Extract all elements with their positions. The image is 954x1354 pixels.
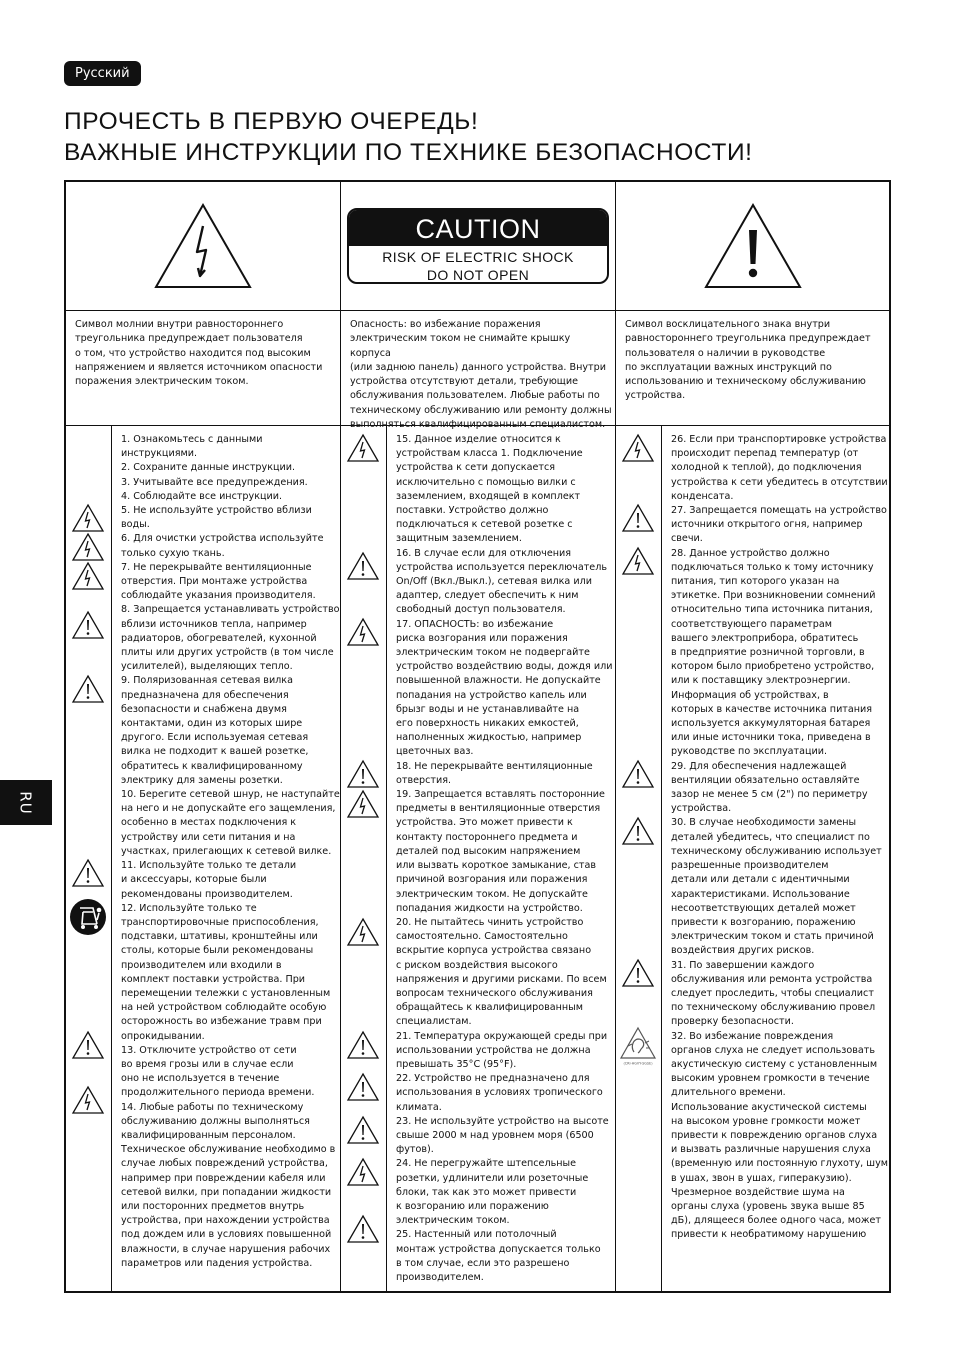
text-line: холодной к теплой), до подключения <box>671 462 862 474</box>
text-line: используется аккумуляторная батарея <box>671 718 871 730</box>
text-line: руководстве по эксплуатации. <box>671 746 828 758</box>
text-line: пользователя о наличии в руководстве <box>625 347 826 359</box>
text-line: футов). <box>396 1144 434 1156</box>
text-line: 20. Не пытайтесь чинить устройство <box>396 916 584 928</box>
text-line: происходит перепад температур (от <box>671 448 859 460</box>
text-line: устройства. Это может привести к <box>396 817 573 829</box>
text-line: на него и не допускайте его защемления, <box>121 803 336 815</box>
title-line-2: ВАЖНЫЕ ИНСТРУКЦИИ ПО ТЕХНИКЕ БЕЗОПАСНОСТИ! <box>64 139 753 166</box>
exclamation-warning-icon <box>621 958 655 988</box>
text-line: электрическим током. <box>396 1215 510 1227</box>
text-line: защитным заземлением. <box>396 533 522 545</box>
text-line: использовании устройства не должна <box>396 1044 591 1056</box>
text-line: 2. Сохраните данные инструкции. <box>121 462 296 474</box>
text-line: (или заднюю панель) данного устройства. Внутри <box>350 361 606 373</box>
text-line: специалистам. <box>396 1016 472 1028</box>
text-line: равностороннего треугольника предупреждает <box>625 333 871 345</box>
text-line: 24. Не перегружайте штепсельные <box>396 1158 576 1170</box>
lightning-warning-icon <box>621 433 655 463</box>
text-line: 29. Для обеспечения надлежащей <box>671 760 847 772</box>
text-line: соблюдайте указания производителя. <box>121 590 316 602</box>
text-line: цветочных ваз. <box>396 746 474 758</box>
text-line: монтаж устройства допускается только <box>396 1243 601 1255</box>
text-line: в ушах, звон в ушах, гиперакузию). <box>671 1172 852 1184</box>
text-line: устройства к сети убедитесь в отсутствии <box>671 476 888 488</box>
text-line: например при повреждении кабеля или <box>121 1172 326 1184</box>
text-line: предназначена для обеспечения <box>121 689 289 701</box>
text-line: другого. Если используемая сетевая <box>121 732 309 744</box>
text-line: подключаться к сетевой розетке с <box>396 519 573 531</box>
text-line: 1. Ознакомьтесь с данными <box>121 434 263 445</box>
text-line: которых в качестве источника питания <box>671 703 873 715</box>
text-line: устройства, при нахождении устройства <box>121 1215 330 1227</box>
text-line: климата. <box>396 1101 442 1113</box>
text-line: вскрытие корпуса устройства связано <box>396 945 592 957</box>
exclamation-warning-icon <box>621 816 655 846</box>
text-line: длительного времени. <box>671 1087 786 1099</box>
text-line: на высоком уровне громкости может <box>671 1115 861 1127</box>
exclamation-warning-icon <box>346 1115 380 1145</box>
text-line: 21. Температура окружающей среды при <box>396 1030 608 1042</box>
text-line: деталей под высоким напряжением <box>396 845 581 857</box>
text-line: устройства используется переключатель <box>396 561 607 573</box>
page-title <box>64 106 894 168</box>
text-line: обратитесь к квалифицированному <box>121 760 303 772</box>
text-line: 28. Данное устройство должно <box>671 547 830 559</box>
exclamation-warning-icon <box>71 1030 105 1060</box>
text-line: безопасности и снабжена двумя <box>121 703 287 715</box>
text-line: 25. Настенный или потолочный <box>396 1229 557 1241</box>
text-line: электрику для замены розетки. <box>121 774 283 786</box>
cart-tip-over-icon <box>69 898 107 936</box>
text-line: 13. Отключите устройство от сети <box>121 1044 297 1056</box>
text-line: свыше 2000 м над уровнем моря (6500 <box>396 1129 594 1141</box>
text-line: участках, прилегающих к сетевой вилке. <box>121 845 332 857</box>
text-line: Символ восклицательного знака внутри <box>625 319 831 330</box>
text-line: брызг воды и не устанавливайте на <box>396 703 580 715</box>
text-line: устройства. <box>671 803 732 815</box>
text-line: перемещении тележки с установленным <box>121 987 331 999</box>
column-3-text <box>671 433 889 1243</box>
text-line: устройству или сети питания и на <box>121 831 296 843</box>
text-line: привести к повреждению органов слуха <box>671 1129 878 1141</box>
exclamation-warning-icon <box>346 551 380 581</box>
text-line: On/Off (Вкл./Выкл.), сетевая вилка или <box>396 576 592 588</box>
text-line: 9. Поляризованная сетевая вилка <box>121 675 293 687</box>
text-line: 6. Для очистки устройства используйте <box>121 533 324 545</box>
text-line: вопросам технического обслуживания <box>396 987 593 999</box>
text-line: 22. Устройство не предназначено для <box>396 1073 590 1085</box>
text-line: электрическим током и стать причиной <box>671 931 874 943</box>
text-line: источники открытого огня, например <box>671 519 863 531</box>
text-line: и вызвать различные нарушения слуха <box>671 1144 871 1156</box>
text-line: 26. Если при транспортировке устройства <box>671 434 887 445</box>
text-line: вашего электроприбора, обратитесь <box>671 632 859 644</box>
text-line: 18. Не перекрывайте вентиляционные <box>396 760 593 772</box>
language-badge: Русский <box>64 61 141 86</box>
lightning-warning-icon <box>71 503 105 533</box>
text-line: Использование акустической системы <box>671 1101 867 1113</box>
text-line: опрокидывании. <box>121 1030 205 1042</box>
text-line: треугольника предупреждает пользователя <box>75 333 303 345</box>
column-1-icons <box>66 426 111 1293</box>
text-line: высоким уровнем громкости в течение <box>671 1073 870 1085</box>
text-line: риска возгорания или поражения <box>396 632 568 644</box>
lightning-symbol-cell <box>66 182 340 310</box>
text-line: питания, тип которого указан на <box>671 576 840 588</box>
text-line: обслуживанию должны выполняться <box>121 1115 310 1127</box>
text-line: воздействия других рисков. <box>671 945 815 957</box>
lightning-warning-icon <box>346 917 380 947</box>
text-line: 27. Запрещается помещать на устройство <box>671 505 887 517</box>
exclamation-symbol-cell <box>616 182 889 310</box>
text-line: 5. Не используйте устройство вблизи <box>121 505 312 517</box>
text-line: контактами, один из которых шире <box>121 718 303 730</box>
text-line: или посторонних предметов внутрь <box>121 1200 305 1212</box>
text-line: случае любых повреждений устройства, <box>121 1158 328 1170</box>
text-line: несоответствующих деталей может <box>671 902 856 914</box>
text-line: или вызвать короткое замыкание, став <box>396 860 597 872</box>
exclamation-warning-icon <box>346 1030 380 1060</box>
exclamation-warning-icon <box>71 610 105 640</box>
text-line: сетевой вилки, при попадании жидкости <box>121 1186 332 1198</box>
text-line: 12. Используйте только те <box>121 902 257 914</box>
text-line: усилителей), выделяющих тепло. <box>121 661 293 673</box>
hearing-warning-icon <box>619 1026 657 1066</box>
text-line: напряжения и другими рисками. По всем <box>396 973 607 985</box>
text-line: обслуживания или ремонта устройства <box>671 973 873 985</box>
text-line: электрическим током не снимайте крышку корпуса <box>350 333 571 359</box>
text-line: использованию и техническому обслуживанию <box>625 376 866 388</box>
text-line: его поверхность никаких емкостей, <box>396 718 579 730</box>
text-line: Символ молнии внутри равностороннего <box>75 319 284 330</box>
caution-label <box>347 208 609 284</box>
text-line: или иные источники тока, приведена в <box>671 732 871 744</box>
text-line: под дождем или в условиях повышенной <box>121 1229 332 1241</box>
lightning-description <box>75 318 337 389</box>
text-line: свечи. <box>671 533 703 545</box>
text-line: осторожность во избежание травм при <box>121 1016 322 1028</box>
text-line: блоки, так как это может привести <box>396 1186 577 1198</box>
text-line: отверстия. <box>396 774 452 786</box>
exclamation-warning-icon <box>621 503 655 533</box>
title-line-1: ПРОЧЕСТЬ В ПЕРВУЮ ОЧЕРЕДЬ! <box>64 108 479 135</box>
text-line: этикетке. При возникновении сомнений <box>671 590 876 602</box>
text-line: устройства к сети допускается <box>396 462 556 474</box>
text-line: продолжительного периода времени. <box>121 1087 315 1099</box>
text-line: в том случае, если это разрешено <box>396 1257 570 1269</box>
text-line: предметы в вентиляционные отверстия <box>396 803 601 815</box>
text-line: рекомендованы производителем. <box>121 888 293 900</box>
column-2-icons <box>341 426 386 1293</box>
text-line: обслуживания пользователем. Любые работы по <box>350 390 600 402</box>
text-line: поставки. Устройство должно <box>396 505 549 517</box>
text-line: транспортировочные приспособления, <box>121 916 319 928</box>
text-line: следует проследить, чтобы специалист <box>671 987 874 999</box>
text-line: с риском воздействия высокого <box>396 959 558 971</box>
text-line: и аксессуары, которые были <box>121 874 267 886</box>
exclamation-warning-icon <box>703 202 803 290</box>
text-line: превышать 35°C (95°F). <box>396 1058 517 1070</box>
text-line: (временную или постоянную глухоту, шум <box>671 1158 888 1170</box>
hearing-icon-caption: (CRI-HGVY-SGSE) <box>623 1061 653 1066</box>
text-line: органы слуха (уровень звука выше 85 <box>671 1200 865 1212</box>
text-line: вилка не подходит к вашей розетке, <box>121 746 309 758</box>
lightning-warning-icon <box>153 202 253 290</box>
lightning-warning-icon <box>71 561 105 591</box>
text-line: адаптер, следует обеспечить к ним <box>396 590 579 602</box>
text-line: 11. Используйте только те детали <box>121 860 297 872</box>
text-line: наполненных жидкостью, например <box>396 732 582 744</box>
column-1-text <box>121 433 339 1271</box>
text-line: электрическим током. Не допускайте <box>396 888 588 900</box>
text-line: или к поставщику электроэнергии. <box>671 675 851 687</box>
text-line: привести к необратимому нарушению <box>671 1229 867 1241</box>
text-line: 7. Не перекрывайте вентиляционные <box>121 561 312 573</box>
text-line: электрическим током не подвергайте <box>396 647 590 659</box>
lightning-warning-icon <box>346 617 380 647</box>
text-line: особенно в местах подключения к <box>121 817 297 829</box>
text-line: относительно типа источника питания, <box>671 604 873 616</box>
text-line: во время грозы или в случае если <box>121 1058 294 1070</box>
text-line: комплект поставки устройства. При <box>121 973 306 985</box>
exclamation-description <box>625 318 887 404</box>
text-line: вблизи источников тепла, например <box>121 618 307 630</box>
text-line: 23. Не используйте устройство на высоте <box>396 1115 609 1127</box>
text-line: о том, что устройство находится под высоким <box>75 347 311 359</box>
text-line: контакту постороннего предмета и <box>396 831 578 843</box>
lightning-warning-icon <box>71 1085 105 1115</box>
text-line: розетки, удлинители или розеточные <box>396 1172 589 1184</box>
language-side-tab: RU <box>0 780 52 825</box>
text-line: зазор не менее 5 см (2") по периметру <box>671 789 868 801</box>
text-line: 3. Учитывайте все предупреждения. <box>121 476 308 488</box>
text-line: производителем. <box>396 1271 484 1283</box>
text-line: по техническому обслуживанию провел <box>671 1002 876 1014</box>
exclamation-warning-icon <box>346 1072 380 1102</box>
text-line: котором было приобретено устройство, <box>671 661 875 673</box>
lightning-warning-icon <box>346 789 380 819</box>
text-line: устройства отсутствуют детали, требующие <box>350 376 578 388</box>
text-line: попадания жидкости на устройство. <box>396 902 583 914</box>
caution-label-cell <box>341 182 615 310</box>
text-line: обращайтесь к квалифицированным <box>396 1002 583 1014</box>
text-line: Чрезмерное воздействие шума на <box>671 1186 845 1198</box>
text-line: устройствам класса 1. Подключение <box>396 448 583 460</box>
text-line: в предприятие розничной торговли, в <box>671 647 865 659</box>
exclamation-warning-icon <box>621 759 655 789</box>
text-line: влажности, в случае нарушения рабочих <box>121 1243 331 1255</box>
text-line: 30. В случае необходимости замены <box>671 817 857 829</box>
text-line: воды. <box>121 519 150 531</box>
text-line: по эксплуатации важных инструкций по <box>625 361 832 373</box>
lightning-warning-icon <box>346 1157 380 1187</box>
text-line: на ней устройством соблюдайте особую <box>121 1002 327 1014</box>
text-line: 19. Запрещается вставлять посторонние <box>396 789 605 801</box>
text-line: инструкциями. <box>121 448 197 460</box>
text-line: устройство воздействию воды, дождя или <box>396 661 613 673</box>
text-line: органов слуха не следует использовать <box>671 1044 875 1056</box>
safety-table <box>64 180 891 1293</box>
text-line: только сухую ткань. <box>121 547 225 559</box>
text-line: напряжением и является источником опасности <box>75 361 323 373</box>
exclamation-warning-icon <box>346 1214 380 1244</box>
caution-line-2: DO NOT OPEN <box>426 267 530 283</box>
text-line: привести к возгоранию, поражению <box>671 916 856 928</box>
text-line: техническому обслуживанию или ремонту должны <box>350 404 612 416</box>
text-line: повышенной влажности. Не допускайте <box>396 675 601 687</box>
text-line: 4. Соблюдайте все инструкции. <box>121 490 283 502</box>
text-line: отверстия. При монтаже устройства <box>121 576 308 588</box>
column-2-text <box>396 433 614 1285</box>
text-line: исключительно с помощью вилки с <box>396 476 576 488</box>
text-line: 15. Данное изделие относится к <box>396 434 561 445</box>
text-line: причиной возгорания или поражения <box>396 874 588 886</box>
text-line: к возгоранию или поражению <box>396 1200 549 1212</box>
lightning-warning-icon <box>621 546 655 576</box>
text-line: параметров или падения устройства. <box>121 1257 313 1269</box>
exclamation-warning-icon <box>346 759 380 789</box>
lightning-warning-icon <box>346 433 380 463</box>
caution-description <box>350 318 612 432</box>
text-line: Опасность: во избежание поражения <box>350 319 541 330</box>
text-line: радиаторов, обогревателей, кухонной <box>121 632 317 644</box>
text-line: квалифицированным персоналом. <box>121 1129 296 1141</box>
text-line: 14. Любые работы по техническому <box>121 1101 304 1113</box>
text-line: плиты или других устройств (в том числе <box>121 647 334 659</box>
exclamation-warning-icon <box>71 674 105 704</box>
text-line: свободный доступ пользователя. <box>396 604 566 616</box>
column-3-icons <box>616 426 661 1293</box>
text-line: Информация об устройствах, в <box>671 689 829 701</box>
exclamation-warning-icon <box>71 858 105 888</box>
text-line: детали или детали с идентичными <box>671 874 850 886</box>
text-line: самостоятельно. Самостоятельно <box>396 931 568 943</box>
text-line: конденсата. <box>671 490 734 502</box>
text-line: деталей убедитесь, что специалист по <box>671 831 870 843</box>
text-line: 17. ОПАСНОСТЬ: во избежание <box>396 618 554 630</box>
text-line: устройства. <box>625 390 686 402</box>
text-line: заземлением, входящей в комплект <box>396 490 581 502</box>
text-line: поражения электрическим током. <box>75 376 249 388</box>
text-line: Техническое обслуживание необходимо в <box>121 1144 336 1156</box>
text-line: производителем или входили в <box>121 959 282 971</box>
text-line: 32. Во избежание повреждения <box>671 1030 834 1042</box>
text-line: столы, которые были рекомендованы <box>121 945 314 957</box>
text-line: характеристиками. Использование <box>671 888 850 900</box>
text-line: подключаться только к тому источнику <box>671 561 874 573</box>
text-line: 16. В случае если для отключения <box>396 547 572 559</box>
text-line: использования в условиях тропического <box>396 1087 603 1099</box>
text-line: техническому обслуживанию использует <box>671 845 882 857</box>
text-line: разрешенные производителем <box>671 860 829 872</box>
text-line: соответствующего параметрам <box>671 618 832 630</box>
text-line: вентиляции обязательно оставляйте <box>671 774 860 786</box>
caution-heading: CAUTION <box>349 210 607 246</box>
lightning-warning-icon <box>71 532 105 562</box>
text-line: подставки, штативы, кронштейны или <box>121 931 318 943</box>
text-line: попадания на устройство капель или <box>396 689 587 701</box>
text-line: дБ), длящееся более одного часа, может <box>671 1215 881 1227</box>
text-line: 10. Берегите сетевой шнур, не наступайте <box>121 789 340 801</box>
text-line: 31. По завершении каждого <box>671 959 815 971</box>
text-line: проверку безопасности. <box>671 1016 794 1028</box>
text-line: оно не используется в течение <box>121 1073 280 1085</box>
caution-line-1: RISK OF ELECTRIC SHOCK <box>382 249 574 265</box>
text-line: акустическую систему с установленным <box>671 1058 878 1070</box>
text-line: выполняться квалифицированным специалистом. <box>350 419 606 431</box>
text-line: 8. Запрещается устанавливать устройство <box>121 604 340 616</box>
